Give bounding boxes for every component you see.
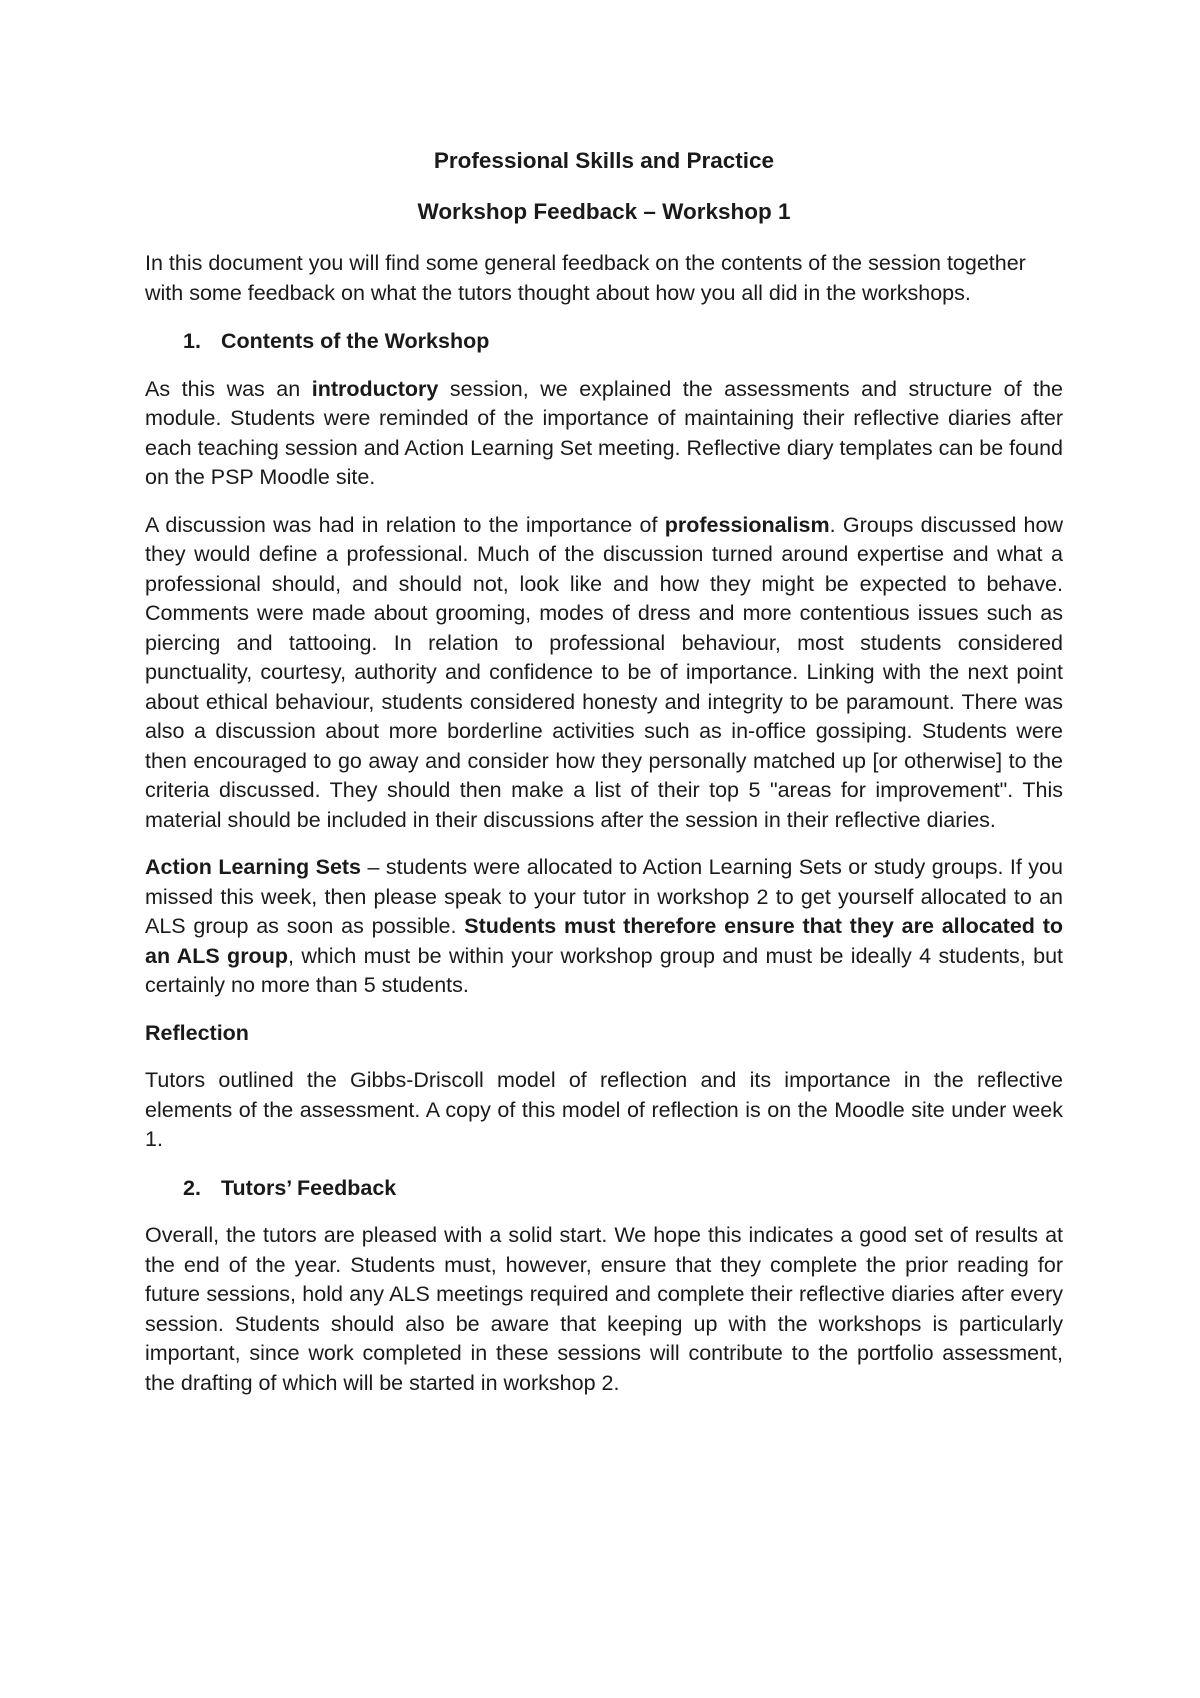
section-2-paragraph-1: Overall, the tutors are pleased with a solid start. We hope this indicates a good set of results at the end of the year. Students must, however, ensure that they complete the prior reading for future sessions, hold any ALS meetings required and complete their reflective diaries after every session. Students should also be aware that keeping up with the workshops is particularly important, since work completed in these sessions will contribute to the portfolio assessment, the drafting of which will be started in workshop 2. xyxy=(145,1223,1063,1395)
text-run: – students were allocated to Action Learning Sets or study groups. If you missed this week, then please speak to your tutor in workshop 2 to get yourself allocated to an ALS group as soon as possible. xyxy=(145,855,1063,938)
section-2-number: 2. xyxy=(183,1175,201,1200)
section-1-title: Contents of the Workshop xyxy=(221,329,490,353)
section-1-heading xyxy=(145,327,1063,357)
bold-instruction-als-group: Students must therefore ensure that they are allocated to an ALS group xyxy=(145,914,1064,968)
text-run: session, we explained the assessments and structure of the module. Students were reminded of the importance of maintaining their reflective diaries after each teaching session and Action Learning Set meeting. Reflective diary templates can be found on the PSP Moodle site. xyxy=(145,376,1063,489)
section-1-paragraph-1 xyxy=(145,375,1063,493)
section-1-paragraph-2 xyxy=(145,511,1063,836)
text-run: A discussion was had in relation to the importance of xyxy=(145,512,665,537)
text-run: . Groups discussed how they would define a professional. Much of the discussion turned around expertise and what a professional should, and should not, look like and how they might be expected to behave. Comments were made about grooming, modes of dress and more contentious issues such as piercing and tattooing. In relation to professional behaviour, most students considered punctuality, courtesy, authority and confidence to be of importance. Linking with the next point about ethical behaviour, students considered honesty and integrity to be paramount. There was also a discussion about more borderline activities such as in-office gossiping. Students were then encouraged to go away and consider how they personally matched up [or otherwise] to the criteria discussed. They should then make a list of their top 5 "areas for improvement". This material should be included in their discussions after the session in their reflective diaries. xyxy=(145,512,1063,832)
intro-paragraph: In this document you will find some general feedback on the contents of the session together with some feedback on what the tutors thought about how you all did in the workshops. xyxy=(145,251,1026,305)
document-subtitle: Workshop Feedback – Workshop 1 xyxy=(417,199,791,224)
bold-term-professionalism: professionalism xyxy=(664,512,830,537)
bold-term-introductory: introductory xyxy=(311,376,439,401)
section-2-title: Tutors’ Feedback xyxy=(221,1175,397,1200)
document-title: Professional Skills and Practice xyxy=(433,148,775,173)
section-2-heading xyxy=(145,1174,1063,1204)
section-1-number: 1. xyxy=(183,329,201,353)
bold-term-action-learning-sets: Action Learning Sets xyxy=(145,855,362,879)
reflection-paragraph: Tutors outlined the Gibbs-Driscoll model of reflection and its importance in the reflective elements of the assessment. A copy of this model of reflection is on the Moodle site under week 1. xyxy=(145,1068,1063,1151)
text-run: , which must be within your workshop group and must be ideally 4 students, but certainly no more than 5 students. xyxy=(145,943,1064,997)
document-page xyxy=(145,130,1063,1398)
reflection-heading: Reflection xyxy=(145,1020,249,1045)
section-1-paragraph-3 xyxy=(145,853,1063,1001)
text-run: As this was an xyxy=(145,376,312,401)
